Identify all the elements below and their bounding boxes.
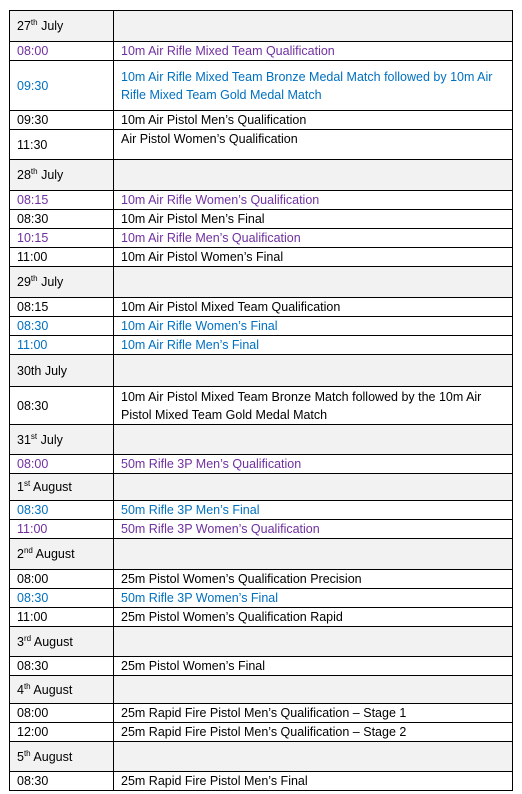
event-name: 10m Air Rifle Men’s Qualification	[114, 229, 513, 248]
date-empty-cell	[114, 267, 513, 298]
date-ordinal-suffix: th	[30, 17, 38, 27]
event-time: 11:00	[10, 520, 114, 539]
date-day: 30th	[17, 363, 42, 378]
event-time: 08:30	[10, 589, 114, 608]
event-row	[10, 111, 513, 130]
event-row	[10, 589, 513, 608]
event-row	[10, 520, 513, 539]
event-row	[10, 42, 513, 61]
date-day: 27	[17, 19, 31, 33]
date-empty-cell	[114, 11, 513, 42]
event-row	[10, 657, 513, 676]
date-cell	[10, 355, 114, 387]
date-day: 4	[17, 682, 24, 697]
event-row	[10, 61, 513, 111]
date-row	[10, 539, 513, 570]
date-row	[10, 160, 513, 191]
event-row	[10, 455, 513, 474]
date-row	[10, 267, 513, 298]
event-name: 10m Air Rifle Mixed Team Bronze Medal Match followed by 10m Air Rifle Mixed Team Gold Medal Match	[114, 61, 513, 111]
date-cell	[10, 474, 114, 501]
event-name: 10m Air Rifle Men’s Final	[114, 336, 513, 355]
event-time: 08:30	[10, 210, 114, 229]
date-ordinal-suffix: nd	[23, 545, 33, 555]
schedule-table	[9, 10, 513, 791]
event-row	[10, 336, 513, 355]
event-row	[10, 723, 513, 742]
date-cell	[10, 742, 114, 772]
date-day: 3	[17, 634, 24, 649]
event-name: 10m Air Pistol Mixed Team Bronze Match followed by the 10m Air Pistol Mixed Team Gold Medal Match	[114, 387, 513, 425]
date-row	[10, 425, 513, 455]
event-row	[10, 317, 513, 336]
event-name: 10m Air Rifle Women’s Qualification	[114, 191, 513, 210]
event-name: 50m Rifle 3P Men’s Final	[114, 501, 513, 520]
event-time: 09:30	[10, 61, 114, 111]
date-ordinal-suffix: th	[30, 166, 38, 176]
date-day: 1	[17, 480, 24, 494]
event-time: 08:00	[10, 570, 114, 589]
date-cell	[10, 425, 114, 455]
event-name: 10m Air Pistol Mixed Team Qualification	[114, 298, 513, 317]
event-name: 10m Air Rifle Women’s Final	[114, 317, 513, 336]
event-name: 50m Rifle 3P Women’s Qualification	[114, 520, 513, 539]
date-row	[10, 474, 513, 501]
date-day: 5	[17, 749, 24, 764]
date-empty-cell	[114, 355, 513, 387]
date-empty-cell	[114, 160, 513, 191]
date-ordinal-suffix: th	[23, 748, 31, 758]
date-day: 28	[17, 168, 31, 182]
event-time: 11:30	[10, 130, 114, 160]
event-row	[10, 387, 513, 425]
date-month: August	[35, 547, 75, 561]
event-name: 25m Pistol Women’s Qualification Precision	[114, 570, 513, 589]
date-empty-cell	[114, 676, 513, 704]
event-time: 08:00	[10, 455, 114, 474]
event-time: 08:30	[10, 501, 114, 520]
event-name: 10m Air Pistol Men’s Final	[114, 210, 513, 229]
date-month: August	[33, 749, 73, 764]
date-month: August	[33, 634, 73, 649]
event-time: 08:30	[10, 657, 114, 676]
event-name: 25m Pistol Women’s Qualification Rapid	[114, 608, 513, 627]
event-time: 08:30	[10, 387, 114, 425]
event-row	[10, 191, 513, 210]
date-ordinal-suffix: st	[30, 431, 38, 441]
event-time: 08:00	[10, 704, 114, 723]
date-month: July	[41, 168, 64, 182]
event-row	[10, 298, 513, 317]
date-month: July	[41, 275, 64, 289]
event-name: 10m Air Pistol Men’s Qualification	[114, 111, 513, 130]
event-row	[10, 130, 513, 160]
event-name: 50m Rifle 3P Women’s Final	[114, 589, 513, 608]
date-day: 2	[17, 547, 24, 561]
date-day: 29	[17, 275, 31, 289]
date-cell	[10, 11, 114, 42]
date-month: August	[33, 682, 73, 697]
event-time: 12:00	[10, 723, 114, 742]
event-name: 25m Rapid Fire Pistol Men’s Qualification – Stage 1	[114, 704, 513, 723]
event-name: 10m Air Rifle Mixed Team Qualification	[114, 42, 513, 61]
date-row	[10, 742, 513, 772]
date-empty-cell	[114, 474, 513, 501]
event-row	[10, 229, 513, 248]
event-time: 08:30	[10, 317, 114, 336]
event-row	[10, 772, 513, 791]
date-month: August	[32, 480, 72, 494]
date-cell	[10, 160, 114, 191]
date-row	[10, 355, 513, 387]
event-time: 08:30	[10, 772, 114, 791]
date-empty-cell	[114, 742, 513, 772]
event-time: 11:00	[10, 248, 114, 267]
event-row	[10, 210, 513, 229]
event-row	[10, 608, 513, 627]
date-empty-cell	[114, 425, 513, 455]
event-row	[10, 501, 513, 520]
schedule-body	[10, 11, 513, 791]
event-time: 11:00	[10, 336, 114, 355]
event-name: 25m Rapid Fire Pistol Men’s Final	[114, 772, 513, 791]
date-day: 31	[17, 432, 31, 447]
date-ordinal-suffix: th	[30, 273, 38, 283]
date-ordinal-suffix: st	[23, 478, 31, 488]
event-name: 50m Rifle 3P Men’s Qualification	[114, 455, 513, 474]
date-month: July	[44, 363, 68, 378]
event-time: 08:15	[10, 298, 114, 317]
event-time: 08:00	[10, 42, 114, 61]
event-row	[10, 248, 513, 267]
date-cell	[10, 267, 114, 298]
date-row	[10, 11, 513, 42]
event-time: 11:00	[10, 608, 114, 627]
event-time: 09:30	[10, 111, 114, 130]
date-ordinal-suffix: rd	[23, 633, 32, 643]
date-month: July	[40, 432, 63, 447]
event-name: Air Pistol Women’s Qualification	[114, 130, 513, 160]
event-row	[10, 704, 513, 723]
date-empty-cell	[114, 539, 513, 570]
event-name: 25m Rapid Fire Pistol Men’s Qualification – Stage 2	[114, 723, 513, 742]
event-time: 08:15	[10, 191, 114, 210]
date-empty-cell	[114, 627, 513, 657]
date-row	[10, 627, 513, 657]
date-cell	[10, 676, 114, 704]
event-row	[10, 570, 513, 589]
event-time: 10:15	[10, 229, 114, 248]
date-row	[10, 676, 513, 704]
event-name: 25m Pistol Women’s Final	[114, 657, 513, 676]
date-ordinal-suffix: th	[23, 681, 31, 691]
date-cell	[10, 539, 114, 570]
date-month: July	[41, 19, 64, 33]
date-cell	[10, 627, 114, 657]
event-name: 10m Air Pistol Women’s Final	[114, 248, 513, 267]
